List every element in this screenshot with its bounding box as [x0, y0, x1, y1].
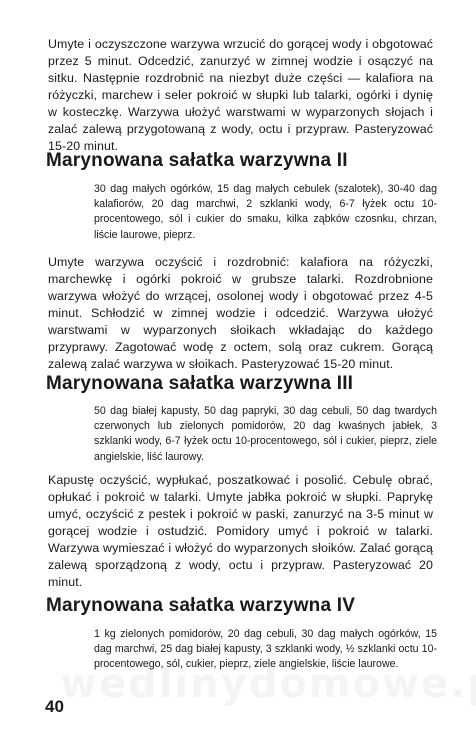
recipe-method-iii: Kapustę oczyścić, wypłukać, poszatkować i posolić. Cebulę obrać, opłukać i pokroić w talarki. Umyte jabłka pokroić w słupki. Paprykę umyć, oczyścić z pestek i pokroić w paski, zanurzyć na 3-5 minut w gorącej wodzie i ostudzić. Pomidory umyć i pokroić w talarki. Warzywa wymieszać i włożyć do wyparzonych słoików. Zalać gorącą zalewą sporządzoną z wody, octu i przypraw. Pasteryzować 20 minut. [48, 473, 433, 589]
recipe-method-ii: Umyte warzywa oczyścić i rozdrobnić: kalafiora na różyczki, marchewkę i ogórki pokroić w grubsze talarki. Rozdrobnione warzywa włożyć do wrzącej, osolonej wody i obgotować przez 4-5 minut. Schłodzić w zimnej wodzie i odcedzić. Warzywa ułożyć warstwami w wyparzonych słoikach wkładając do każdego przyprawy. Zagotować wodę z octem, solą oraz cukrem. Gorącą zalewą zalać warzywa w słoikach. Pasteryzować 15-20 minut. [48, 255, 433, 371]
intro-paragraph: Umyte i oczyszczone warzywa wrzucić do gorącej wody i obgotować przez 5 minut. Odcedzić, zanurzyć w zimnej wodzie i osączyć na sitku. Następnie rozdrobnić na niezbyt duże części — kalafiora na różyczki, marchew i seler pokroić w słupki lub talarki, ogórki i dynię w kosteczkę. Warzywa ułożyć warstwami w wyparzonych słojach i zalać zalewą przygotowaną z wody, octu i przypraw. Pasteryzować 15-20 minut. [48, 37, 433, 153]
recipe-ingredients-iii: 50 dag białej kapusty, 50 dag papryki, 30 dag cebuli, 50 dag twardych czerwonych lub zielonych pomidorów, 20 dag kwaśnych jabłek, 3 szklanki wody, 6-7 łyżek octu 10-procentowego, sól i cukier, pieprz, ziele angielskie, liść laurowy. [94, 405, 437, 463]
recipe-ingredients-ii: 30 dag małych ogórków, 15 dag małych cebulek (szalotek), 30-40 dag kalafiorów, 20 dag marchwi, 2 szklanki wody, 6-7 łyżek octu 10-procentowego, sól i cukier do smaku, kilka ząbków czosnku, chrzan, liście laurowe, pieprz. [94, 183, 437, 241]
recipe-title-iii: Marynowana sałatka warzywna III [46, 373, 354, 394]
page-number: 40 [45, 697, 64, 716]
recipe-title-iv: Marynowana sałatka warzywna IV [46, 595, 356, 616]
recipe-title-ii: Marynowana sałatka warzywna II [46, 150, 348, 171]
recipe-ingredients-iv: 1 kg zielonych pomidorów, 20 dag cebuli, 30 dag małych ogórków, 15 dag marchwi, 25 dag białej kapusty, 3 szklanki wody, ½ szklanki octu 10-procentowego, sól, cukier, pieprz, ziele angielskie, liście laurowe. [94, 628, 437, 671]
